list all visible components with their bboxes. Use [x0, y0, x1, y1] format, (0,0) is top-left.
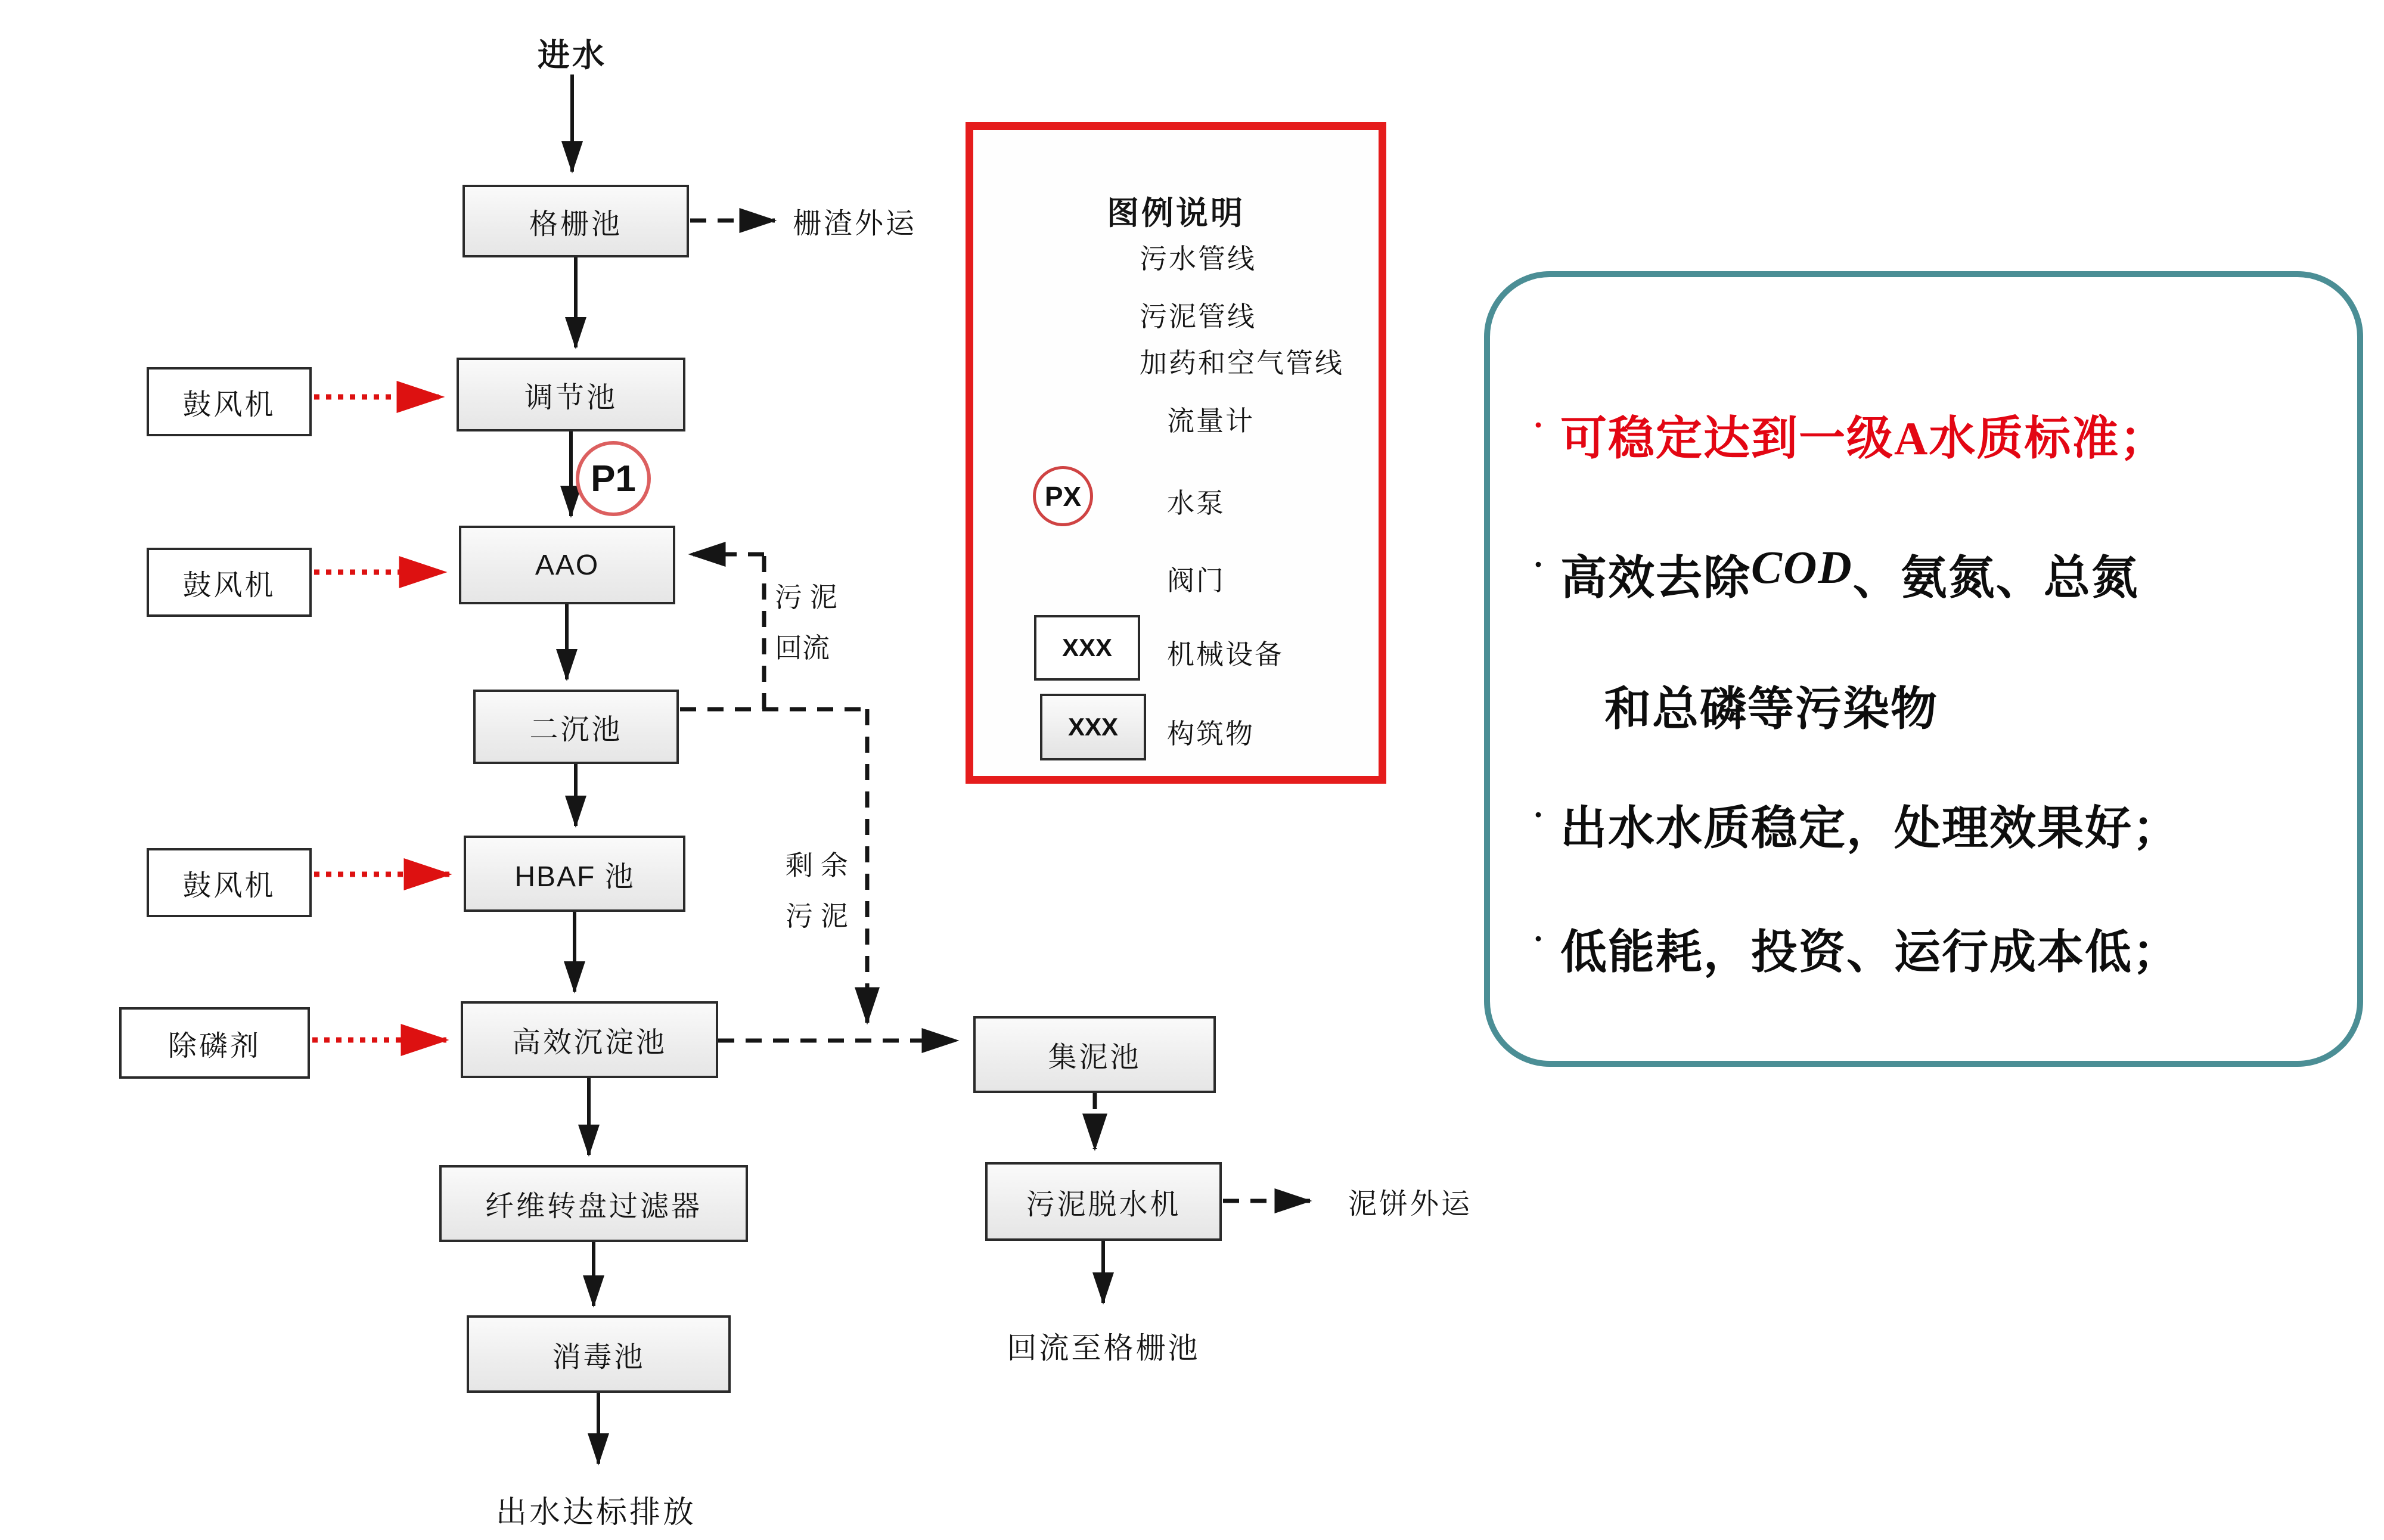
node-blower-1: 鼓风机 [147, 367, 312, 436]
legend-pump-label: 水泵 [1167, 488, 1225, 518]
node-high-eff-sed: 高效沉淀池 [461, 1001, 718, 1078]
influent-label: 进水 [538, 38, 607, 73]
legend-dosing-air-line-label: 加药和空气管线 [1140, 347, 1344, 378]
return-to-grid-label: 回流至格栅池 [1007, 1331, 1200, 1365]
legend-structure-label: 构筑物 [1167, 718, 1255, 749]
panel-bullet-4: · 低能耗，投资、运行成本低； [1533, 921, 2181, 978]
legend-sewage-line-label: 污水管线 [1140, 243, 1256, 274]
sludge-return-label: 污 泥 回流 [775, 582, 837, 664]
panel-bullet-2-cont: 和总磷等污染物 [1604, 683, 1939, 735]
legend-title: 图例说明 [1107, 195, 1245, 231]
feature-panel [1484, 271, 2363, 1067]
legend-flow-meter-label: 流量计 [1167, 405, 1255, 436]
equipment-symbol-box: XXX [1034, 615, 1140, 681]
node-grid-tank: 格栅池 [462, 185, 689, 257]
structure-symbol-box: XXX [1040, 694, 1146, 760]
panel-bullet-3: · 出水水质稳定，处理效果好； [1533, 797, 2181, 854]
legend-sludge-line-label: 污泥管线 [1140, 301, 1256, 332]
node-secondary-sed: 二沉池 [473, 690, 679, 764]
node-disinfection: 消毒池 [467, 1315, 731, 1393]
mud-cake-label: 泥饼外运 [1348, 1188, 1473, 1220]
grid-residue-label: 栅渣外运 [793, 207, 917, 240]
node-blower-2: 鼓风机 [147, 548, 312, 617]
node-sludge-collect: 集泥池 [973, 1016, 1216, 1093]
node-regulating-tank: 调节池 [457, 358, 685, 431]
node-sludge-dewaterer: 污泥脱水机 [985, 1162, 1222, 1241]
legend-equipment-label: 机械设备 [1167, 639, 1284, 670]
node-hbaf: HBAF 池 [464, 836, 685, 912]
pump-px-icon: PX [1033, 466, 1093, 526]
panel-bullet-1: · 可稳定达到一级A水质标准； [1533, 407, 2168, 464]
legend-valve-label: 阀门 [1167, 565, 1225, 596]
pump-p1-icon: P1 [576, 441, 651, 516]
node-phos-agent: 除磷剂 [119, 1007, 310, 1079]
node-aao: AAO [459, 526, 675, 604]
node-blower-3: 鼓风机 [147, 848, 312, 917]
excess-sludge-label: 剩 余 污 泥 [786, 850, 848, 932]
node-fiber-filter: 纤维转盘过滤器 [439, 1165, 748, 1242]
panel-bullet-2: · 高效去除 COD 、氨氮、总氮 [1533, 541, 2139, 604]
effluent-label: 出水达标排放 [495, 1495, 696, 1530]
